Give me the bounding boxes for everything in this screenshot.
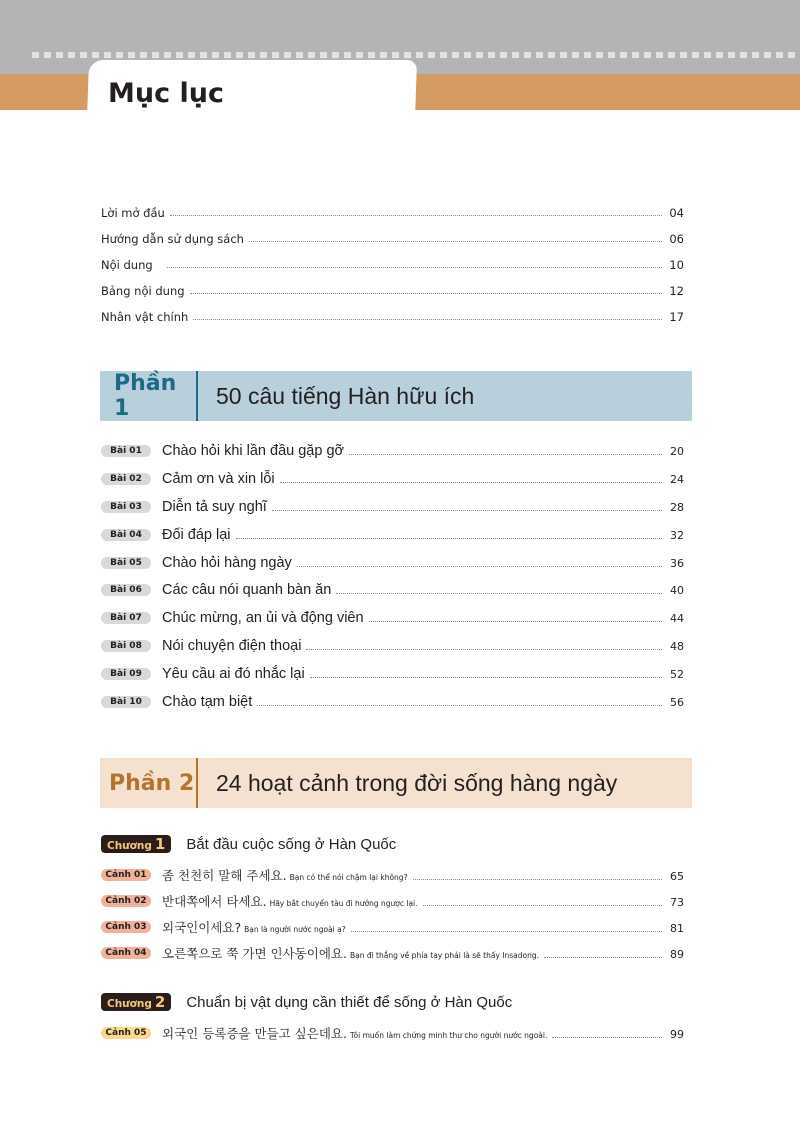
toc-entry-label: Nhân vật chính [101, 310, 189, 324]
lesson-badge: Bài 05 [101, 557, 151, 569]
scene-translation: Bạn là người nước ngoài ạ? [244, 925, 346, 934]
lesson-page: 32 [670, 529, 684, 542]
scene-korean: 외국인이세요? [162, 920, 242, 935]
toc-entry[interactable] [101, 284, 684, 298]
toc-entry[interactable] [101, 232, 684, 246]
lesson-title: Chào tạm biệt [162, 694, 253, 710]
dot-leader [170, 215, 662, 216]
toc-entry-page: 04 [669, 206, 684, 220]
toc-entry-label: Hướng dẫn sử dụng sách [101, 232, 244, 246]
page-title: Mục lục [108, 78, 224, 109]
dot-leader [310, 677, 662, 678]
scene-page: 89 [670, 948, 684, 961]
dot-leader [190, 293, 662, 294]
lesson-page: 36 [670, 557, 684, 570]
header-dash-strip [32, 52, 800, 58]
lesson-badge: Bài 02 [101, 473, 151, 485]
dot-leader [249, 241, 662, 242]
lesson-entry[interactable] [101, 499, 684, 515]
lesson-title: Các câu nói quanh bàn ăn [162, 582, 332, 598]
lesson-page: 44 [670, 612, 684, 625]
lesson-title: Chào hỏi khi lần đầu gặp gỡ [162, 443, 345, 459]
lesson-entry[interactable] [101, 610, 684, 626]
lesson-badge: Bài 01 [101, 445, 151, 457]
scene-korean: 좀 천천히 말해 주세요. [162, 868, 287, 883]
dot-leader [167, 267, 662, 268]
lesson-page: 24 [670, 473, 684, 486]
lesson-entry[interactable] [101, 555, 684, 571]
lesson-badge: Bài 04 [101, 529, 151, 541]
lesson-page: 48 [670, 640, 684, 653]
lesson-entry[interactable] [101, 638, 684, 654]
part1-heading [100, 371, 692, 421]
dot-leader [236, 538, 662, 539]
scene-page: 73 [670, 896, 684, 909]
chapter-title: Chuẩn bị vật dụng cần thiết để sống ở Hàn Quốc [186, 993, 513, 1011]
part2-label: Phần 2 [109, 770, 195, 796]
scene-badge: Cảnh 02 [101, 895, 151, 907]
scene-entry[interactable] [101, 866, 684, 884]
lesson-entry[interactable] [101, 443, 684, 459]
lesson-title: Nói chuyện điện thoại [162, 638, 302, 654]
scene-badge: Cảnh 01 [101, 869, 151, 881]
scene-entry[interactable] [101, 944, 684, 962]
scene-korean: 오른쪽으로 쭉 가면 인사동이에요. [162, 946, 347, 961]
chapter-badge [101, 993, 171, 1011]
toc-entry-page: 06 [669, 232, 684, 246]
lesson-title: Chúc mừng, an ủi và động viên [162, 610, 364, 626]
lesson-page: 20 [670, 445, 684, 458]
toc-entry-label: Nội dung [101, 258, 153, 272]
toc-entry-label: Lời mở đầu [101, 206, 165, 220]
scene-page: 99 [670, 1028, 684, 1041]
chapter-title: Bắt đầu cuộc sống ở Hàn Quốc [186, 835, 397, 853]
lesson-badge: Bài 06 [101, 584, 151, 596]
lesson-page: 52 [670, 668, 684, 681]
scene-translation: Tôi muốn làm chứng minh thư cho người nước ngoài. [349, 1031, 548, 1040]
dot-leader [423, 905, 662, 906]
lesson-badge: Bài 07 [101, 612, 151, 624]
lesson-title: Chào hỏi hàng ngày [162, 555, 292, 571]
part1-title: 50 câu tiếng Hàn hữu ích [216, 382, 475, 409]
toc-entry-page: 12 [669, 284, 684, 298]
part2-title: 24 hoạt cảnh trong đời sống hàng ngày [216, 769, 618, 796]
chapter1-heading[interactable] [101, 835, 396, 853]
chapter-badge-label: Chương [107, 998, 152, 1010]
lesson-entry[interactable] [101, 527, 684, 543]
lesson-title: Yêu cầu ai đó nhắc lại [162, 666, 305, 682]
lesson-page: 56 [670, 696, 684, 709]
chapter-badge-label: Chương [107, 840, 152, 852]
lesson-badge: Bài 03 [101, 501, 151, 513]
lesson-page: 40 [670, 584, 684, 597]
scene-entry[interactable] [101, 918, 684, 936]
lesson-title: Đối đáp lại [162, 527, 231, 543]
lesson-title: Diễn tả suy nghĩ [162, 499, 267, 515]
dot-leader [306, 649, 662, 650]
scene-translation: Hãy bắt chuyến tàu đi hướng ngược lại. [269, 899, 418, 908]
scene-korean: 외국인 등록증을 만들고 싶은데요. [162, 1026, 347, 1041]
scene-korean: 반대쪽에서 타세요. [162, 894, 267, 909]
scene-page: 65 [670, 870, 684, 883]
dot-leader [351, 931, 662, 932]
dot-leader [280, 482, 662, 483]
toc-entry[interactable] [101, 206, 684, 220]
dot-leader [552, 1037, 662, 1038]
dot-leader [193, 319, 662, 320]
chapter-number: 2 [154, 993, 166, 1011]
lesson-badge: Bài 09 [101, 668, 151, 680]
lesson-badge: Bài 08 [101, 640, 151, 652]
lesson-entry[interactable] [101, 471, 684, 487]
dot-leader [272, 510, 662, 511]
chapter2-heading[interactable] [101, 993, 512, 1011]
toc-entry-page: 10 [669, 258, 684, 272]
dot-leader [544, 957, 662, 958]
scene-entry[interactable] [101, 1024, 684, 1042]
lesson-title: Cảm ơn và xin lỗi [162, 471, 275, 487]
dot-leader [257, 705, 662, 706]
scene-badge: Cảnh 03 [101, 921, 151, 933]
scene-page: 81 [670, 922, 684, 935]
toc-entry-page: 17 [669, 310, 684, 324]
chapter-badge [101, 835, 171, 853]
scene-badge: Cảnh 04 [101, 947, 151, 959]
lesson-entry[interactable] [101, 666, 684, 682]
toc-entry[interactable] [101, 258, 684, 272]
dot-leader [297, 566, 662, 567]
dot-leader [336, 593, 662, 594]
lesson-badge: Bài 10 [101, 696, 151, 708]
scene-translation: Bạn có thể nói chậm lại không? [289, 873, 408, 882]
dot-leader [369, 621, 662, 622]
lesson-page: 28 [670, 501, 684, 514]
part1-label: Phần 1 [114, 371, 177, 421]
dot-leader [349, 454, 662, 455]
scene-translation: Bạn đi thẳng về phía tay phải là sẽ thấy Insadong. [349, 951, 539, 960]
toc-entry-label: Bảng nội dung [101, 284, 185, 298]
scene-badge: Cảnh 05 [101, 1027, 151, 1039]
lesson-entry[interactable] [101, 694, 684, 710]
toc-entry[interactable] [101, 310, 684, 324]
lesson-entry[interactable] [101, 582, 684, 598]
dot-leader [413, 879, 662, 880]
part2-heading [100, 758, 692, 808]
scene-entry[interactable] [101, 892, 684, 910]
chapter-number: 1 [154, 835, 166, 853]
